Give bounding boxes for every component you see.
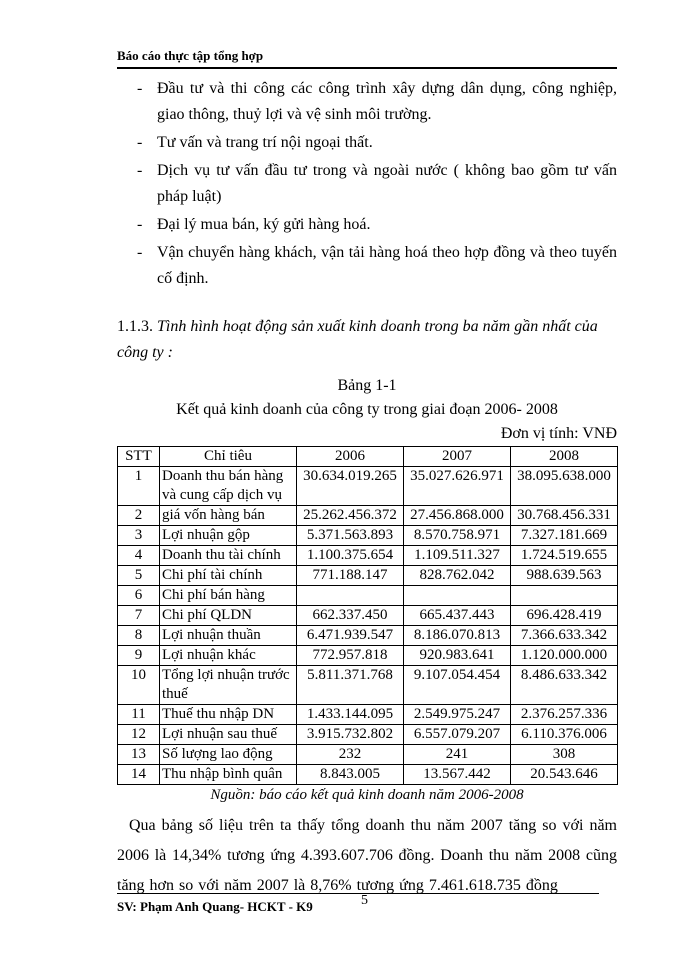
table-row	[118, 626, 618, 646]
bullet-dash: -	[137, 244, 143, 261]
value-cell: 38.095.638.000	[511, 467, 618, 506]
value-cell: 9.107.054.454	[404, 666, 511, 705]
value-cell: 25.262.456.372	[297, 506, 404, 526]
bullet-dash: -	[137, 216, 143, 233]
table-row	[118, 765, 618, 785]
list-item: - Dịch vụ tư vấn đầu tư trong và ngoài nước ( không bao gồm tư vấn pháp luật)	[117, 158, 617, 210]
value-cell: 1.109.511.327	[404, 546, 511, 566]
value-cell: 1.120.000.000	[511, 646, 618, 666]
value-cell: 6.471.939.547	[297, 626, 404, 646]
indicator-cell: Lợi nhuận khác	[160, 646, 297, 666]
indicator-cell: Lợi nhuận sau thuế	[160, 725, 297, 745]
row-index-cell: 4	[118, 546, 160, 566]
section-title	[117, 314, 617, 366]
value-cell: 8.486.633.342	[511, 666, 618, 705]
row-index-cell: 14	[118, 765, 160, 785]
indicator-cell: Chi phí tài chính	[160, 566, 297, 586]
indicator-cell: Thuế thu nhập DN	[160, 705, 297, 725]
column-header: Chỉ tiêu	[160, 447, 297, 467]
table-row	[118, 566, 618, 586]
value-cell: 7.327.181.669	[511, 526, 618, 546]
value-cell: 696.428.419	[511, 606, 618, 626]
value-cell: 771.188.147	[297, 566, 404, 586]
indicator-cell: Số lượng lao động	[160, 745, 297, 765]
indicator-cell: Doanh thu tài chính	[160, 546, 297, 566]
value-cell: 20.543.646	[511, 765, 618, 785]
value-cell: 8.843.005	[297, 765, 404, 785]
value-cell: 30.768.456.331	[511, 506, 618, 526]
row-index-cell: 6	[118, 586, 160, 606]
value-cell: 662.337.450	[297, 606, 404, 626]
value-cell: 27.456.868.000	[404, 506, 511, 526]
value-cell: 772.957.818	[297, 646, 404, 666]
row-index-cell: 7	[118, 606, 160, 626]
value-cell: 5.371.563.893	[297, 526, 404, 546]
table-row	[118, 725, 618, 745]
value-cell: 2.376.257.336	[511, 705, 618, 725]
indicator-cell: Lợi nhuận gộp	[160, 526, 297, 546]
value-cell: 6.110.376.006	[511, 725, 618, 745]
list-item: - Đầu tư và thi công các công trình xây dựng dân dụng, công nghiệp, giao thông, thuỷ lợi và vệ sinh môi trường.	[117, 76, 617, 128]
indicator-cell: Chi phí QLDN	[160, 606, 297, 626]
row-index-cell: 13	[118, 745, 160, 765]
list-item: - Vận chuyển hàng khách, vận tải hàng hoá theo hợp đồng và theo tuyến cố định.	[117, 240, 617, 292]
bullet-dash: -	[137, 162, 143, 179]
indicator-cell: Lợi nhuận thuần	[160, 626, 297, 646]
table-header-row	[118, 447, 618, 467]
row-index-cell: 11	[118, 705, 160, 725]
list-item: - Đại lý mua bán, ký gửi hàng hoá.	[117, 212, 617, 238]
value-cell: 232	[297, 745, 404, 765]
table-source: Nguồn: báo cáo kết quả kinh doanh năm 2006-2008	[210, 787, 524, 803]
table-number: Bảng 1-1	[337, 377, 397, 394]
footer-student: SV: Phạm Anh Quang- HCKT - K9	[117, 899, 313, 914]
value-cell: 988.639.563	[511, 566, 618, 586]
row-index-cell: 9	[118, 646, 160, 666]
value-cell: 1.724.519.655	[511, 546, 618, 566]
indicator-cell: giá vốn hàng bán	[160, 506, 297, 526]
value-cell: 920.983.641	[404, 646, 511, 666]
bullet-dash: -	[137, 134, 143, 151]
value-cell: 828.762.042	[404, 566, 511, 586]
indicator-cell: Tổng lợi nhuận trước thuế	[160, 666, 297, 705]
indicator-cell: Doanh thu bán hàng và cung cấp dịch vụ	[160, 467, 297, 506]
analysis-paragraph: Qua bảng số liệu trên ta thấy tổng doanh thu năm 2007 tăng so với năm 2006 là 14,34% tương ứng 4.393.607.706 đồng. Doanh thu năm 2008 cũng tăng hơn so với năm 2007 là 8,76% tương ứng 7.461.618.735 đồng	[117, 817, 617, 894]
value-cell: 241	[404, 745, 511, 765]
value-cell: 6.557.079.207	[404, 725, 511, 745]
value-cell: 1.100.375.654	[297, 546, 404, 566]
value-cell: 8.186.070.813	[404, 626, 511, 646]
row-index-cell: 8	[118, 626, 160, 646]
page-header: Báo cáo thực tập tổng hợp	[117, 48, 617, 69]
indicator-cell: Thu nhập bình quân	[160, 765, 297, 785]
value-cell: 1.433.144.095	[297, 705, 404, 725]
page-number: 5	[361, 893, 368, 908]
value-cell: 7.366.633.342	[511, 626, 618, 646]
row-index-cell: 3	[118, 526, 160, 546]
table-row	[118, 506, 618, 526]
bullet-dash: -	[137, 80, 143, 97]
value-cell: 665.437.443	[404, 606, 511, 626]
business-lines-list	[117, 76, 617, 292]
value-cell	[404, 586, 511, 606]
section-heading: Tình hình hoạt động sản xuất kinh doanh trong ba năm gần nhất của công ty :	[117, 318, 598, 361]
column-header: 2007	[404, 447, 511, 467]
document-body	[117, 76, 617, 901]
business-results-table	[117, 446, 618, 785]
row-index-cell: 5	[118, 566, 160, 586]
value-cell: 13.567.442	[404, 765, 511, 785]
table-row	[118, 526, 618, 546]
row-index-cell: 1	[118, 467, 160, 506]
value-cell	[511, 586, 618, 606]
table-row	[118, 586, 618, 606]
row-index-cell: 2	[118, 506, 160, 526]
table-row	[118, 745, 618, 765]
column-header: 2006	[297, 447, 404, 467]
value-cell	[297, 586, 404, 606]
table-row	[118, 546, 618, 566]
value-cell: 8.570.758.971	[404, 526, 511, 546]
value-cell: 2.549.975.247	[404, 705, 511, 725]
column-header: STT	[118, 447, 160, 467]
list-item: - Tư vấn và trang trí nội ngoại thất.	[117, 130, 617, 156]
indicator-cell: Chi phí bán hàng	[160, 586, 297, 606]
table-row	[118, 646, 618, 666]
value-cell: 35.027.626.971	[404, 467, 511, 506]
column-header: 2008	[511, 447, 618, 467]
table-row	[118, 705, 618, 725]
table-unit: Đơn vị tính: VNĐ	[500, 425, 617, 442]
value-cell: 30.634.019.265	[297, 467, 404, 506]
value-cell: 5.811.371.768	[297, 666, 404, 705]
row-index-cell: 12	[118, 725, 160, 745]
table-body	[118, 467, 618, 785]
value-cell: 308	[511, 745, 618, 765]
table-row	[118, 606, 618, 626]
table-row	[118, 666, 618, 705]
section-number: 1.1.3.	[117, 318, 153, 335]
row-index-cell: 10	[118, 666, 160, 705]
footer-divider	[117, 893, 599, 894]
table-row	[118, 467, 618, 506]
value-cell: 3.915.732.802	[297, 725, 404, 745]
table-caption: Kết quả kinh doanh của công ty trong giai đoạn 2006- 2008	[176, 401, 558, 418]
